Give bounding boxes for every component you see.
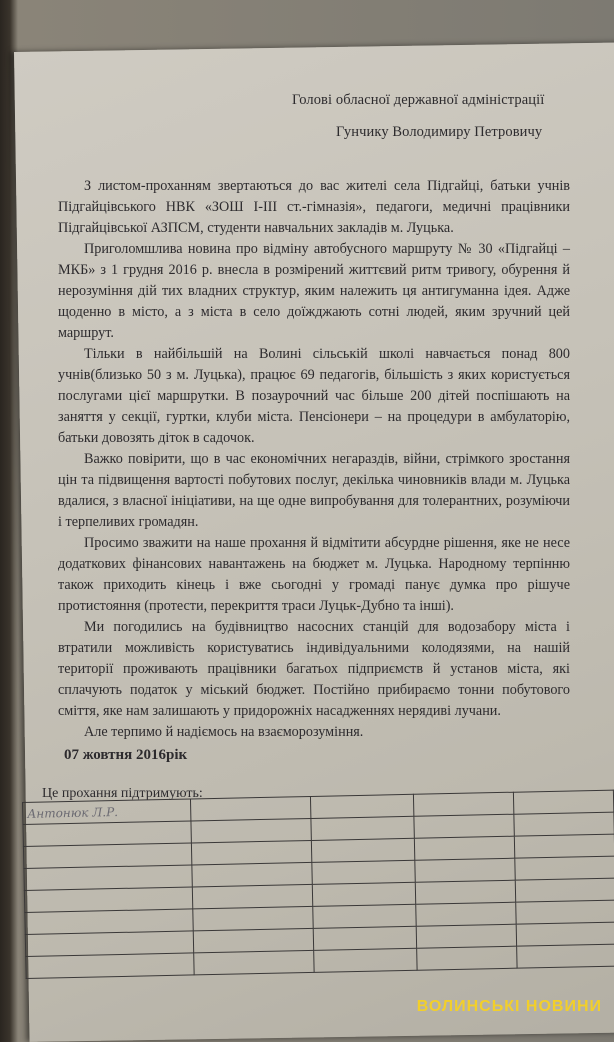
table-cell bbox=[193, 950, 313, 975]
table-cell bbox=[414, 814, 514, 838]
paragraph-4: Важко повірити, що в час економічних негараздів, війни, стрімкого зростання цін та підвищення вартості побутових послуг, декілька чиновників влади м. Луцька вдалися, з власної ініціативи, на ще одне випробування для толерантних, розуміючи і терпеливих громадян. bbox=[58, 451, 570, 530]
paragraph-5: Просимо зважити на наше прохання й відмітити абсурдне рішення, яке не несе додаткових фінансових навантажень на бюджет м. Луцька. Народному терпінню також приходить кінець і вже сьогодні у громаді панує думка про рішуче протистояння (протести, перекриття траси Луцьк-Дубно та інші). bbox=[58, 535, 570, 614]
table-cell bbox=[192, 884, 312, 909]
table-cell bbox=[311, 860, 415, 884]
table-cell bbox=[517, 944, 614, 968]
table-cell bbox=[415, 858, 515, 882]
table-cell: Антонюк Л.Р. bbox=[23, 799, 191, 825]
signature-table bbox=[22, 790, 614, 979]
table-cell bbox=[515, 878, 614, 902]
paragraph-2: Приголомшлива новина про відміну автобусного маршруту № 30 «Підгайці – МКБ» з 1 грудня 2016 р. внесла в розмірений життєвий ритм тривогу, обурення й нерозуміння дій тих владних структур, яким належить ця антигуманна ідея. Адже щоденно в місто, а з міста в село доїжджають сотні людей, яким зручний цей маршрут. bbox=[58, 241, 570, 341]
table-cell bbox=[312, 904, 416, 928]
table-cell bbox=[313, 926, 417, 950]
table-cell bbox=[190, 796, 310, 821]
letter-body bbox=[58, 176, 570, 743]
table-cell bbox=[416, 880, 516, 904]
recipient-name: Гунчику Володимиру Петровичу bbox=[336, 124, 543, 140]
paragraph-3: Тільки в найбільшій на Волині сільській школі навчається понад 800 учнів(близько 50 з м. Луцька), працює 69 педагогів, більшість з яких користується послугами цієї маршрутки. В позаурочний час більше 200 дітей поспішають на заняття у секції, гуртки, клуби міста. Пенсіонери – на процедури в амбулаторію, батьки довозять діток в садочок. bbox=[58, 346, 570, 446]
table-cell bbox=[515, 856, 614, 880]
table-cell bbox=[514, 790, 614, 814]
table-cell bbox=[193, 906, 313, 931]
table-cell bbox=[514, 812, 614, 836]
table-cell bbox=[311, 838, 415, 862]
table-cell bbox=[516, 922, 614, 946]
table-cell bbox=[312, 882, 416, 906]
paragraph-7: Але терпимо й надіємось на взаєморозуміння. bbox=[84, 724, 364, 740]
table-cell bbox=[310, 794, 414, 818]
table-cell bbox=[417, 924, 517, 948]
paragraph-1: З листом-проханням звертаються до вас жителі села Підгайці, батьки учнів Підгайцівського НВК «ЗОШ І-ІІІ ст.-гімназія», педагоги, медичні працівники Підгайцівської АЗПСМ, студенти навчальних закладів м. Луцька. bbox=[58, 178, 570, 236]
table-cell bbox=[414, 792, 514, 816]
table-cell bbox=[313, 948, 417, 972]
table-cell bbox=[192, 862, 312, 887]
table-cell bbox=[516, 900, 614, 924]
table-cell bbox=[416, 902, 516, 926]
table-cell bbox=[514, 834, 614, 858]
support-label: Це прохання підтримують: bbox=[42, 786, 203, 801]
table-cell bbox=[310, 816, 414, 840]
recipient-title: Голові обласної державної адміністрації bbox=[292, 92, 545, 108]
table-cell bbox=[415, 836, 515, 860]
table-cell bbox=[417, 946, 517, 970]
letter-document bbox=[14, 52, 614, 1032]
table-cell bbox=[193, 928, 313, 953]
watermark-logo: ВОЛИНСЬКІ НОВИНИ bbox=[416, 998, 602, 1015]
table-cell bbox=[191, 818, 311, 843]
paragraph-6: Ми погодились на будівництво насосних станцій для водозабору міста і втратили можливість користуватись індивідуальними колодязями, на нашій території проживають працівники багатьох підприємств й установ міста, які сплачують податок у міський бюджет. Постійно прибираємо тонни побутового сміття, яке нам залишають у придорожніх насадженнях нерядиві лучани. bbox=[58, 619, 570, 719]
table-cell bbox=[26, 953, 194, 979]
table-cell bbox=[191, 840, 311, 865]
letter-date: 07 жовтня 2016рік bbox=[64, 747, 188, 763]
